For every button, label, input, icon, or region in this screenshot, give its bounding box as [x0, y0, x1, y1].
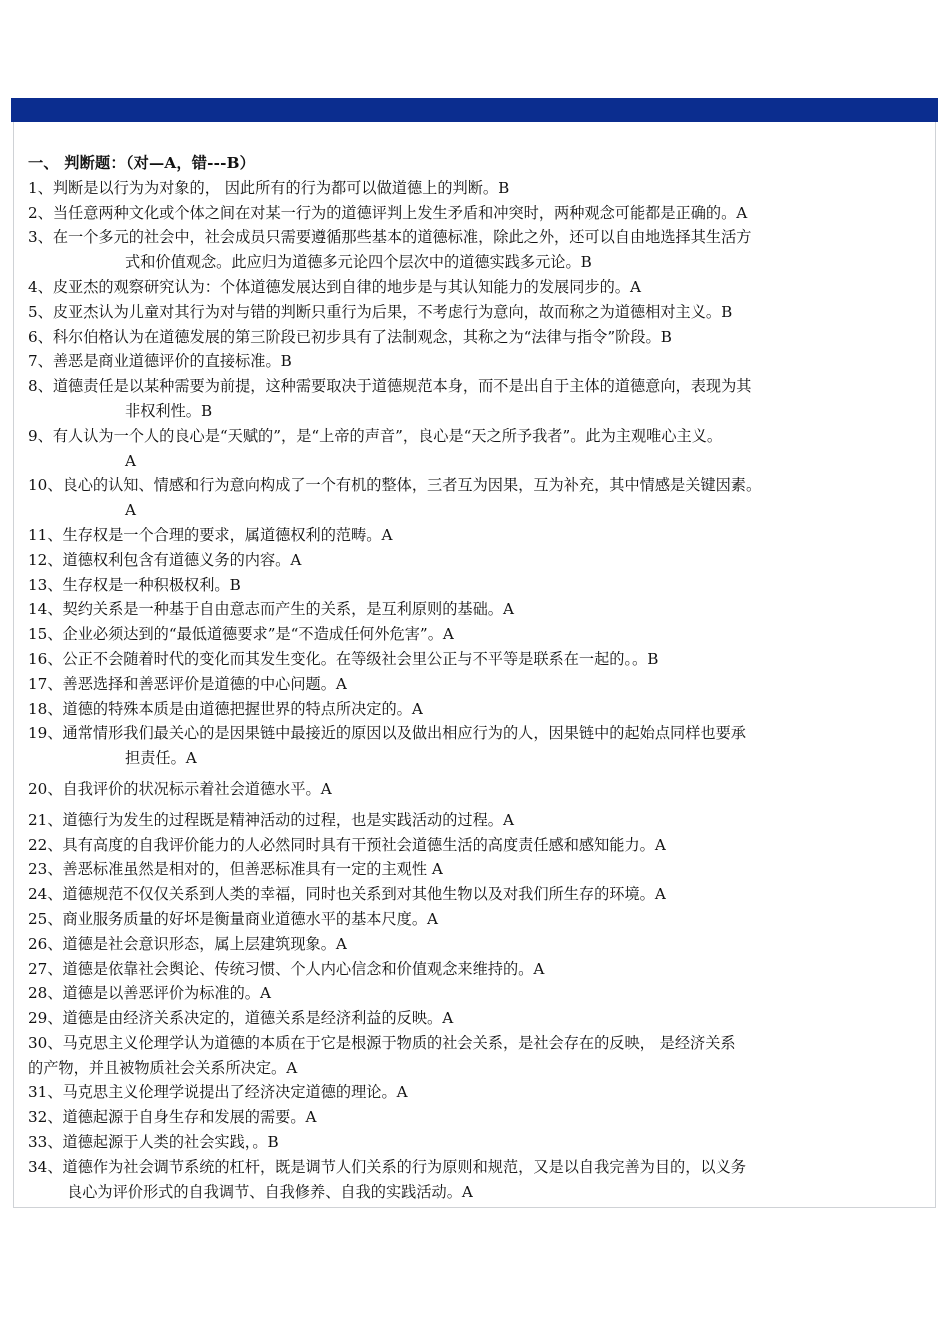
question-15: 15、企业必须达到的“最低道德要求”是“不造成任何外危害”。A [28, 625, 454, 644]
question-32: 32、道德起源于自身生存和发展的需要。A [28, 1108, 317, 1127]
question-14: 14、契约关系是一种基于自由意志而产生的关系，是互利原则的基础。A [28, 600, 514, 619]
question-30-continued: 的产物，并且被物质社会关系所决定。A [28, 1058, 298, 1077]
question-13: 13、生存权是一种积极权利。B [28, 575, 241, 594]
question-30: 30、马克思主义伦理学认为道德的本质在于它是根源于物质的社会关系，是社会存在的反映， 是经济关系 [28, 1033, 736, 1052]
question-27: 27、道德是依靠社会舆论、传统习惯、个人内心信念和价值观念来维持的。A [28, 959, 545, 978]
question-17: 17、善恶选择和善恶评价是道德的中心问题。A [28, 674, 347, 693]
question-10: 10、良心的认知、情感和行为意向构成了一个有机的整体，三者互为因果，互为补充，其中情感是关键因素。 [28, 476, 762, 495]
question-20: 20、自我评价的状况标示着社会道德水平。A [28, 779, 332, 798]
question-10-continued: A [125, 501, 136, 520]
question-19-continued: 担责任。A [125, 749, 197, 768]
question-3-continued: 式和价值观念。此应归为道德多元论四个层次中的道德实践多元论。B [125, 253, 592, 272]
question-28: 28、道德是以善恶评价为标准的。A [28, 984, 271, 1003]
header-bar [11, 98, 938, 122]
question-9-continued: A [125, 451, 136, 470]
question-5: 5、皮亚杰认为儿童对其行为对与错的判断只重行为后果，不考虑行为意向，故而称之为道德相对主义。B [28, 302, 733, 321]
question-21: 21、道德行为发生的过程既是精神活动的过程，也是实践活动的过程。A [28, 810, 514, 829]
section-heading: 一、 判断题：（对—A，错---B） [28, 154, 256, 172]
question-23: 23、善恶标准虽然是相对的，但善恶标准具有一定的主观性 A [28, 860, 443, 879]
question-26: 26、道德是社会意识形态，属上层建筑现象。A [28, 934, 347, 953]
question-9: 9、有人认为一个人的良心是“天赋的”，是“上帝的声音”，良心是“天之所予我者”。此为主观唯心主义。 [28, 426, 723, 445]
question-3: 3、在一个多元的社会中，社会成员只需要遵循那些基本的道德标准，除此之外，还可以自由地选择其生活方 [28, 228, 752, 247]
question-33: 33、道德起源于人类的社会实践，。B [28, 1133, 279, 1152]
question-8: 8、道德责任是以某种需要为前提，这种需要取决于道德规范本身，而不是出自于主体的道德意向，表现为其 [28, 377, 752, 396]
question-11: 11、生存权是一个合理的要求，属道德权利的范畴。A [28, 525, 393, 544]
question-1: 1、判断是以行为为对象的， 因此所有的行为都可以做道德上的判断。B [28, 178, 510, 197]
question-31: 31、马克思主义伦理学说提出了经济决定道德的理论。A [28, 1083, 408, 1102]
question-29: 29、道德是由经济关系决定的，道德关系是经济利益的反映。A [28, 1009, 454, 1028]
question-12: 12、道德权利包含有道德义务的内容。A [28, 550, 302, 569]
question-22: 22、具有高度的自我评价能力的人必然同时具有干预社会道德生活的高度责任感和感知能力。A [28, 835, 666, 854]
question-4: 4、皮亚杰的观察研究认为：个体道德发展达到自律的地步是与其认知能力的发展同步的。A [28, 277, 641, 296]
question-34-continued: 良心为评价形式的自我调节、自我修养、自我的实践活动。A [67, 1182, 473, 1201]
question-7: 7、善恶是商业道德评价的直接标准。B [28, 352, 292, 371]
question-18: 18、道德的特殊本质是由道德把握世界的特点所决定的。A [28, 699, 423, 718]
question-34: 34、道德作为社会调节系统的杠杆，既是调节人们关系的行为原则和规范，又是以自我完善为目的，以义务 [28, 1157, 746, 1176]
question-6: 6、科尔伯格认为在道德发展的第三阶段已初步具有了法制观念，其称之为“法律与指令”阶段。B [28, 327, 672, 346]
question-16: 16、公正不会随着时代的变化而其发生变化。在等级社会里公正与不平等是联系在一起的。。B [28, 649, 659, 668]
question-8-continued: 非权利性。B [125, 401, 213, 420]
document-body [28, 151, 940, 1204]
question-2: 2、当任意两种文化或个体之间在对某一行为的道德评判上发生矛盾和冲突时，两种观念可能都是正确的。A [28, 203, 748, 222]
question-19: 19、通常情形我们最关心的是因果链中最接近的原因以及做出相应行为的人，因果链中的起始点同样也要承 [28, 724, 746, 743]
question-24: 24、道德规范不仅仅关系到人类的幸福，同时也关系到对其他生物以及对我们所生存的环境。A [28, 885, 666, 904]
question-25: 25、商业服务质量的好坏是衡量商业道德水平的基本尺度。A [28, 909, 438, 928]
